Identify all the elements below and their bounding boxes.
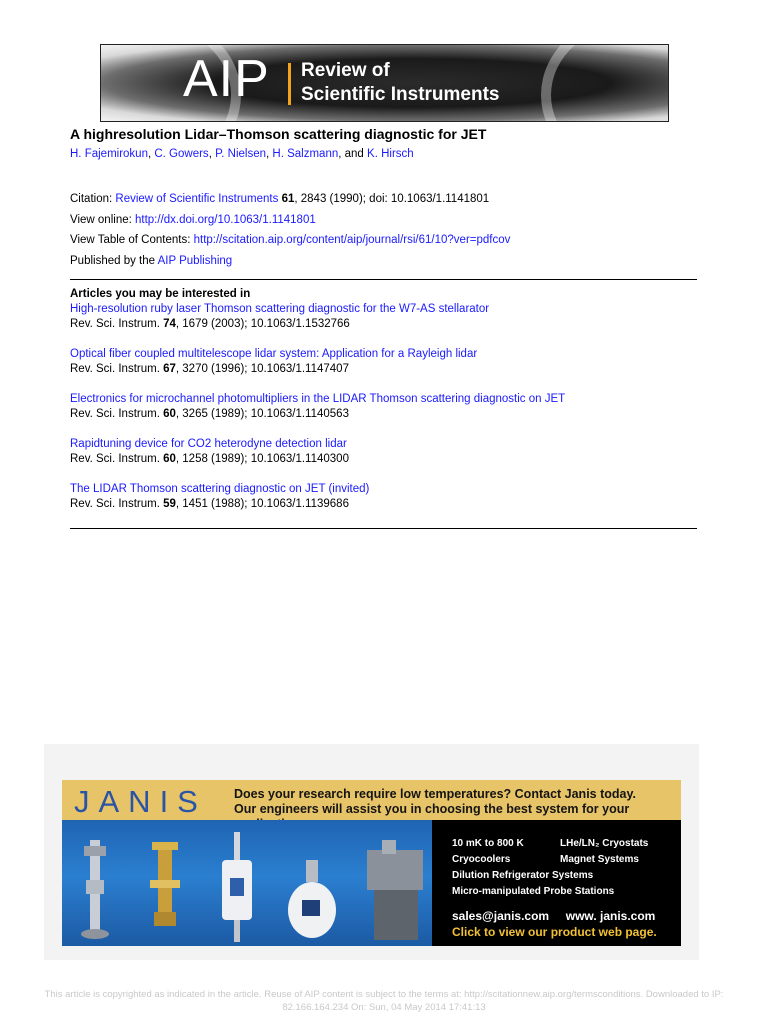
citation-line bbox=[70, 189, 510, 210]
related-rest: , 1679 (2003); 10.1063/1.1532766 bbox=[175, 318, 350, 330]
view-online-line bbox=[70, 210, 510, 231]
related-heading: Articles you may be interested in bbox=[70, 288, 251, 300]
related-volume: 60 bbox=[163, 408, 176, 420]
related-journal: Rev. Sci. Instrum. bbox=[70, 453, 164, 465]
author-link[interactable]: P. Nielsen bbox=[215, 148, 267, 160]
related-journal: Rev. Sci. Instrum. bbox=[70, 498, 164, 510]
related-rest: , 3270 (1996); 10.1063/1.1147407 bbox=[175, 363, 349, 375]
related-citation bbox=[70, 317, 565, 332]
article-title: A highresolution Lidar–Thomson scattering diagnostic for JET bbox=[70, 126, 487, 142]
doi-link[interactable]: http://dx.doi.org/10.1063/1.1141801 bbox=[135, 213, 316, 226]
related-citation bbox=[70, 452, 565, 467]
feature-item: Dilution Refrigerator Systems bbox=[452, 870, 594, 881]
citation-label: Citation: bbox=[70, 193, 116, 205]
related-citation bbox=[70, 362, 565, 377]
citation-rest: , 2843 (1990); doi: 10.1063/1.1141801 bbox=[294, 193, 490, 205]
related-volume: 59 bbox=[163, 498, 176, 510]
cryostat-images bbox=[62, 820, 432, 946]
divider-top bbox=[70, 279, 697, 280]
publisher-line bbox=[70, 251, 510, 272]
related-rest: , 1451 (1988); 10.1063/1.1139686 bbox=[175, 498, 349, 510]
feature-list bbox=[452, 836, 649, 900]
footer-line2: 82.166.164.234 On: Sun, 04 May 2014 17:41:13 bbox=[282, 1002, 486, 1013]
janis-logo: JANIS bbox=[74, 784, 207, 819]
cryostat-icon bbox=[150, 842, 180, 926]
ad-email[interactable]: sales@janis.com bbox=[452, 909, 550, 923]
ad-headline-line1: Does your research require low temperatures? Contact Janis today. bbox=[234, 787, 636, 801]
journal-name-line1: Review of bbox=[301, 60, 390, 81]
author-link[interactable]: K. Hirsch bbox=[367, 148, 414, 160]
author-separator: , bbox=[147, 148, 155, 160]
published-label: Published by the bbox=[70, 254, 158, 267]
related-articles bbox=[70, 288, 565, 527]
journal-name bbox=[301, 59, 500, 107]
divider-bottom bbox=[70, 528, 697, 529]
feature-column-2 bbox=[560, 836, 680, 868]
author-separator: , bbox=[266, 148, 273, 160]
cryostat-icon bbox=[81, 840, 109, 939]
related-citation bbox=[70, 407, 565, 422]
product-photo-strip bbox=[62, 820, 432, 946]
footer-line1: This article is copyrighted as indicated in the article. Reuse of AIP content is subject to the terms at: http://scitationnew.aip.org/termsconditions. Downloaded to IP: bbox=[44, 989, 724, 1000]
cryostat-icon bbox=[288, 860, 336, 938]
related-journal: Rev. Sci. Instrum. bbox=[70, 318, 164, 330]
copyright-footer bbox=[0, 988, 768, 1014]
toc-label: View Table of Contents: bbox=[70, 234, 194, 246]
aip-logo: AIP bbox=[183, 50, 270, 108]
ad-header-band bbox=[62, 780, 681, 820]
related-item bbox=[70, 482, 565, 512]
ad-cta-link[interactable]: Click to view our product web page. bbox=[452, 925, 657, 939]
publisher-link[interactable]: AIP Publishing bbox=[157, 254, 233, 267]
related-item bbox=[70, 437, 565, 467]
feature-item: 10 mK to 800 K bbox=[452, 838, 524, 849]
related-item bbox=[70, 347, 565, 377]
janis-advertisement[interactable] bbox=[62, 780, 681, 946]
citation-volume: 61 bbox=[281, 193, 295, 205]
author-link[interactable]: H. Salzmann bbox=[272, 148, 339, 160]
related-rest: , 3265 (1989); 10.1063/1.1140563 bbox=[175, 408, 349, 420]
related-journal: Rev. Sci. Instrum. bbox=[70, 363, 164, 375]
related-citation bbox=[70, 497, 565, 512]
related-rest: , 1258 (1989); 10.1063/1.1140300 bbox=[175, 453, 349, 465]
related-title-link[interactable]: High-resolution ruby laser Thomson scattering diagnostic for the W7-AS stellarator bbox=[70, 303, 490, 315]
ad-headline-line2: Our engineers will assist you in choosing the best system for your bbox=[234, 802, 630, 816]
author-separator: , and bbox=[338, 148, 368, 160]
related-title-link[interactable]: The LIDAR Thomson scattering diagnostic on JET (invited) bbox=[70, 483, 370, 495]
citation-journal-link[interactable]: Review of Scientific Instruments bbox=[115, 193, 279, 205]
feature-item: LHe/LN₂ Cryostats bbox=[560, 838, 649, 849]
view-online-label: View online: bbox=[70, 213, 135, 226]
ad-website[interactable]: www. janis.com bbox=[565, 909, 656, 923]
toc-line bbox=[70, 230, 510, 251]
related-item bbox=[70, 392, 565, 422]
article-meta bbox=[70, 189, 510, 271]
toc-link[interactable]: http://scitation.aip.org/content/aip/journal/rsi/61/10?ver=pdfcov bbox=[193, 234, 511, 246]
author-separator: , bbox=[208, 148, 216, 160]
cryostat-icon bbox=[222, 832, 252, 942]
related-journal: Rev. Sci. Instrum. bbox=[70, 408, 164, 420]
related-title-link[interactable]: Rapidtuning device for CO2 heterodyne detection lidar bbox=[70, 438, 347, 450]
feature-item: Cryocoolers bbox=[452, 854, 511, 865]
decorative-swirl bbox=[541, 44, 669, 122]
feature-item: Micro-manipulated Probe Stations bbox=[452, 886, 615, 897]
logo-divider bbox=[288, 63, 291, 105]
journal-banner[interactable] bbox=[100, 44, 669, 122]
ad-contact bbox=[452, 908, 657, 940]
author-link[interactable]: H. Fajemirokun bbox=[70, 148, 148, 160]
related-item bbox=[70, 302, 565, 332]
journal-name-line2: Scientific Instruments bbox=[301, 84, 500, 105]
probe-station-icon bbox=[367, 840, 423, 940]
contact-line bbox=[452, 908, 657, 924]
feature-item: Magnet Systems bbox=[560, 854, 639, 865]
related-volume: 74 bbox=[163, 318, 176, 330]
author-link[interactable]: C. Gowers bbox=[154, 148, 209, 160]
related-title-link[interactable]: Electronics for microchannel photomultipliers in the LIDAR Thomson scattering diagnostic on JET bbox=[70, 393, 566, 405]
author-list bbox=[70, 148, 414, 160]
related-title-link[interactable]: Optical fiber coupled multitelescope lidar system: Application for a Rayleigh lidar bbox=[70, 348, 478, 360]
related-volume: 67 bbox=[163, 363, 176, 375]
related-volume: 60 bbox=[163, 453, 176, 465]
